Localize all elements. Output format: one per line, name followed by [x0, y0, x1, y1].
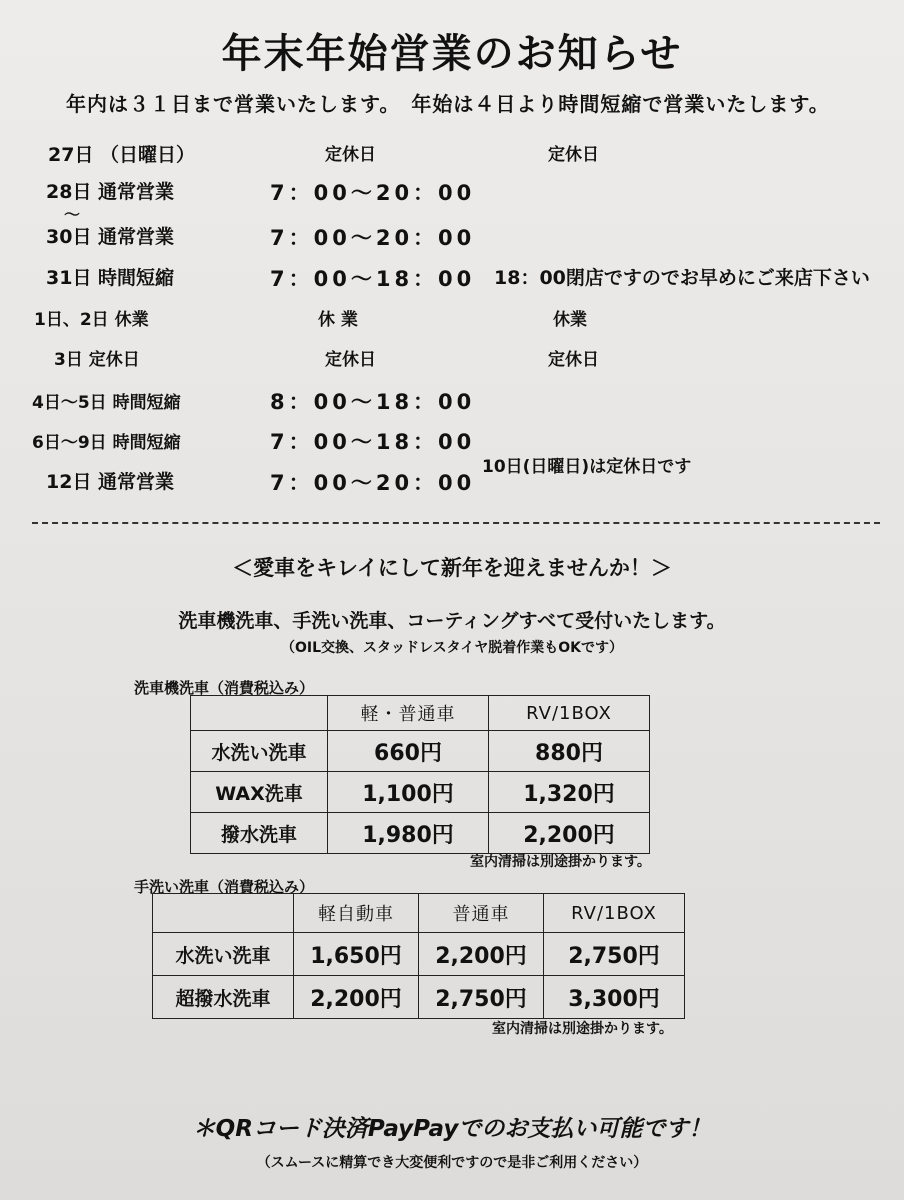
schedule-row	[0, 140, 904, 170]
machine-wash-label: 洗車機洗車（消費税込み）	[134, 679, 315, 697]
schedule-day: 4日〜5日 時間短縮	[32, 393, 181, 413]
schedule-hours: 7：00〜20：00	[270, 226, 476, 250]
machine-wash-table	[190, 695, 650, 854]
payment-line: ＊QRコード決済PayPayでのお支払い可能です！	[192, 1116, 712, 1142]
table-row-label: 超撥水洗車	[153, 976, 294, 1019]
table-header-cell: 軽・普通車	[328, 696, 489, 731]
promo-heading: ＜愛車をキレイにして新年を迎えませんか！＞	[232, 556, 672, 580]
table-row	[153, 976, 685, 1019]
schedule-row	[0, 426, 904, 456]
table-header-row	[191, 696, 650, 731]
table-header-row	[153, 894, 685, 933]
schedule-hours: 7：00〜18：00	[270, 267, 476, 291]
schedule-row	[0, 345, 904, 375]
table-row-label: 水洗い洗車	[153, 933, 294, 976]
hand-wash-label: 手洗い洗車（消費税込み）	[134, 878, 315, 896]
table-header-cell	[153, 894, 294, 933]
schedule-day: 28日 通常営業	[46, 181, 175, 203]
table-cell: 1,650円	[294, 933, 419, 976]
table-header-cell: 普通車	[419, 894, 544, 933]
schedule-day: 31日 時間短縮	[46, 267, 175, 289]
table-cell: 2,200円	[294, 976, 419, 1019]
schedule-day: 30日 通常営業	[46, 226, 175, 248]
note-10th: 10日(日曜日)は定休日です	[482, 457, 692, 477]
table-cell: 2,200円	[419, 933, 544, 976]
table-cell: 2,750円	[419, 976, 544, 1019]
table-cell: 2,200円	[489, 813, 650, 854]
schedule-day: 3日 定休日	[54, 350, 140, 370]
promo-line: 洗車機洗車、手洗い洗車、コーティングすべて受付いたします。	[178, 610, 726, 632]
table-header-cell: 軽自動車	[294, 894, 419, 933]
schedule-row	[0, 263, 904, 293]
table-cell: 1,980円	[328, 813, 489, 854]
schedule-hours: 7：00〜20：00	[270, 181, 476, 205]
table-row	[191, 772, 650, 813]
schedule-row	[0, 222, 904, 252]
hand-wash-table	[152, 893, 685, 1019]
table-row	[153, 933, 685, 976]
table-row-label: 撥水洗車	[191, 813, 328, 854]
schedule-row	[0, 386, 904, 416]
table-cell: 3,300円	[544, 976, 685, 1019]
page-title: 年末年始営業のお知らせ	[221, 31, 683, 77]
schedule-hours: 7：00〜18：00	[270, 430, 476, 454]
table-header-cell	[191, 696, 328, 731]
table-cell: 660円	[328, 731, 489, 772]
schedule-day: 1日、2日 休業	[34, 310, 149, 330]
schedule-row	[0, 177, 904, 207]
table-row	[191, 731, 650, 772]
table-cell: 2,750円	[544, 933, 685, 976]
schedule-note: 定休日	[548, 350, 599, 370]
schedule-row	[0, 305, 904, 335]
promo-sub: （OIL交換、スタッドレスタイヤ脱着作業もOKです）	[280, 640, 624, 656]
table-cell: 1,100円	[328, 772, 489, 813]
table-header-cell: RV/1BOX	[544, 894, 685, 933]
table-row	[191, 813, 650, 854]
table-header-cell: RV/1BOX	[489, 696, 650, 731]
schedule-status: 休 業	[318, 310, 358, 330]
schedule-hours: 7：00〜20：00	[270, 471, 476, 495]
schedule-note: 定休日	[548, 145, 599, 165]
schedule-day: 12日 通常営業	[46, 471, 175, 493]
table-cell: 880円	[489, 731, 650, 772]
table-row-label: WAX洗車	[191, 772, 328, 813]
schedule-hours: 8：00〜18：00	[270, 390, 476, 414]
schedule-note: 休業	[553, 310, 587, 330]
schedule-status: 定休日	[325, 145, 376, 165]
schedule-day: 27日 （日曜日）	[48, 144, 196, 166]
page-subtitle: 年内は３１日まで営業いたします。 年始は４日より時間短縮で営業いたします。	[66, 92, 830, 116]
schedule-row	[0, 467, 904, 497]
range-tilde: 〜	[64, 205, 81, 224]
table-cell: 1,320円	[489, 772, 650, 813]
schedule-day: 6日〜9日 時間短縮	[32, 433, 181, 453]
schedule-note: 18：00閉店ですのでお早めにご来店下さい	[494, 267, 870, 289]
payment-sub: （スムースに精算でき大変便利ですので是非ご利用ください）	[256, 1155, 648, 1171]
machine-wash-note: 室内清掃は別途掛かります。	[470, 854, 651, 870]
table-row-label: 水洗い洗車	[191, 731, 328, 772]
hand-wash-note: 室内清掃は別途掛かります。	[492, 1021, 673, 1037]
dashed-divider	[32, 522, 880, 524]
schedule-status: 定休日	[325, 350, 376, 370]
